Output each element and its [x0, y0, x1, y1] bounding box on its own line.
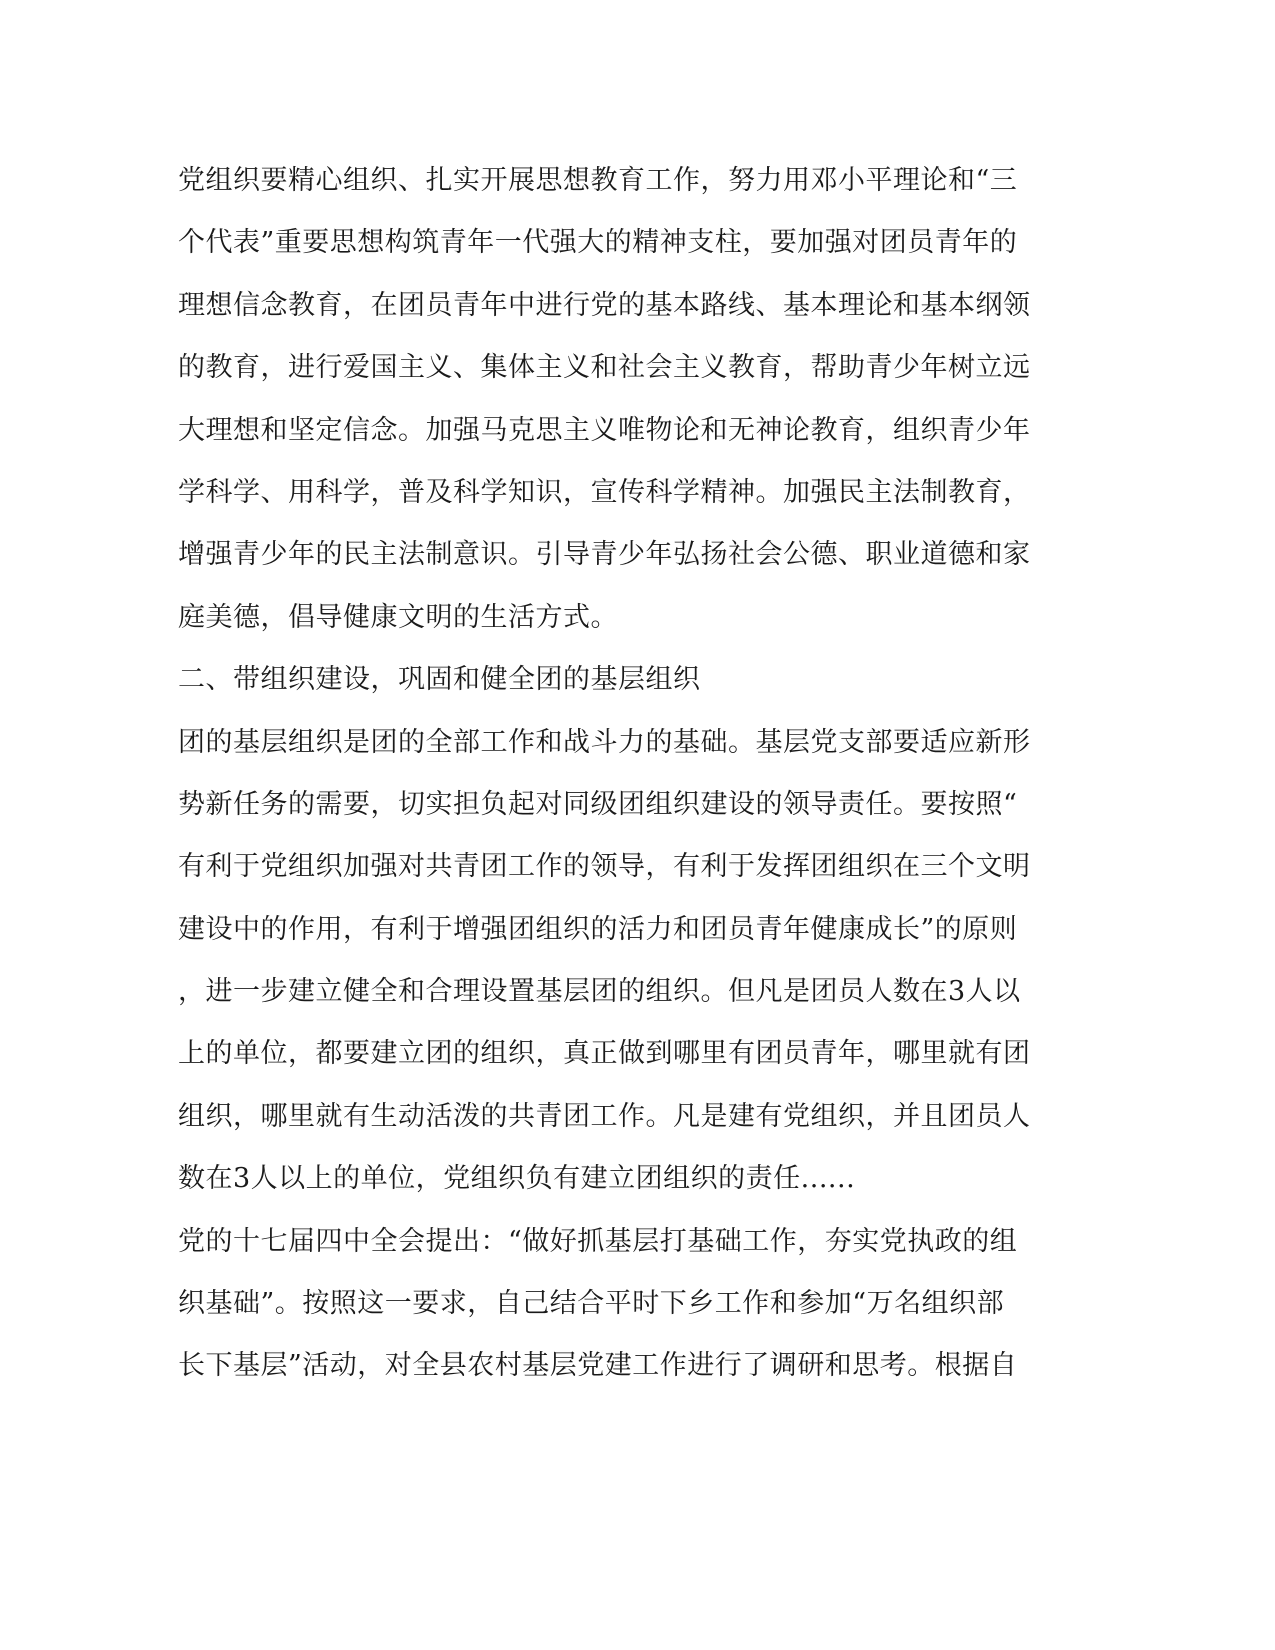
section-heading: 二、带组织建设，巩固和健全团的基层组织 [178, 664, 701, 696]
text-line: 上的单位，都要建立团的组织，真正做到哪里有团员青年，哪里就有团 [178, 1038, 1031, 1070]
text-line: 学科学、用科学，普及科学知识，宣传科学精神。加强民主法制教育， [178, 476, 1031, 508]
text-line: 数在3人以上的单位，党组织负有建立团组织的责任...... [178, 1163, 856, 1195]
text-line: 织基础”。按照这一要求，自己结合平时下乡工作和参加“万名组织部 [178, 1288, 1005, 1320]
text-line: 团的基层组织是团的全部工作和战斗力的基础。基层党支部要适应新形 [178, 726, 1031, 758]
text-line: 的教育，进行爱国主义、集体主义和社会主义教育，帮助青少年树立远 [178, 352, 1031, 384]
text-line: 组织，哪里就有生动活泼的共青团工作。凡是建有党组织，并且团员人 [178, 1100, 1031, 1132]
text-line: 有利于党组织加强对共青团工作的领导，有利于发挥团组织在三个文明 [178, 851, 1031, 883]
text-line: 党的十七届四中全会提出：“做好抓基层打基础工作，夯实党执政的组 [178, 1225, 1018, 1257]
text-line: 长下基层”活动，对全县农村基层党建工作进行了调研和思考。根据自 [178, 1350, 1018, 1382]
text-line: 庭美德，倡导健康文明的生活方式。 [178, 601, 618, 633]
text-line: ，进一步建立健全和合理设置基层团的组织。但凡是团员人数在3人以 [178, 976, 1021, 1008]
text-line: 势新任务的需要，切实担负起对同级团组织建设的领导责任。要按照“ [178, 788, 1018, 820]
text-line: 大理想和坚定信念。加强马克思主义唯物论和无神论教育，组织青少年 [178, 414, 1031, 446]
text-line: 党组织要精心组织、扎实开展思想教育工作，努力用邓小平理论和“三 [178, 165, 1018, 196]
text-line: 增强青少年的民主法制意识。引导青少年弘扬社会公德、职业道德和家 [178, 539, 1031, 571]
text-line: 理想信念教育，在团员青年中进行党的基本路线、基本理论和基本纲领 [178, 289, 1031, 321]
document-body [178, 150, 1048, 1398]
text-line: 个代表”重要思想构筑青年一代强大的精神支柱，要加强对团员青年的 [178, 227, 1018, 259]
text-line: 建设中的作用，有利于增强团组织的活力和团员青年健康成长”的原则 [178, 913, 1018, 945]
